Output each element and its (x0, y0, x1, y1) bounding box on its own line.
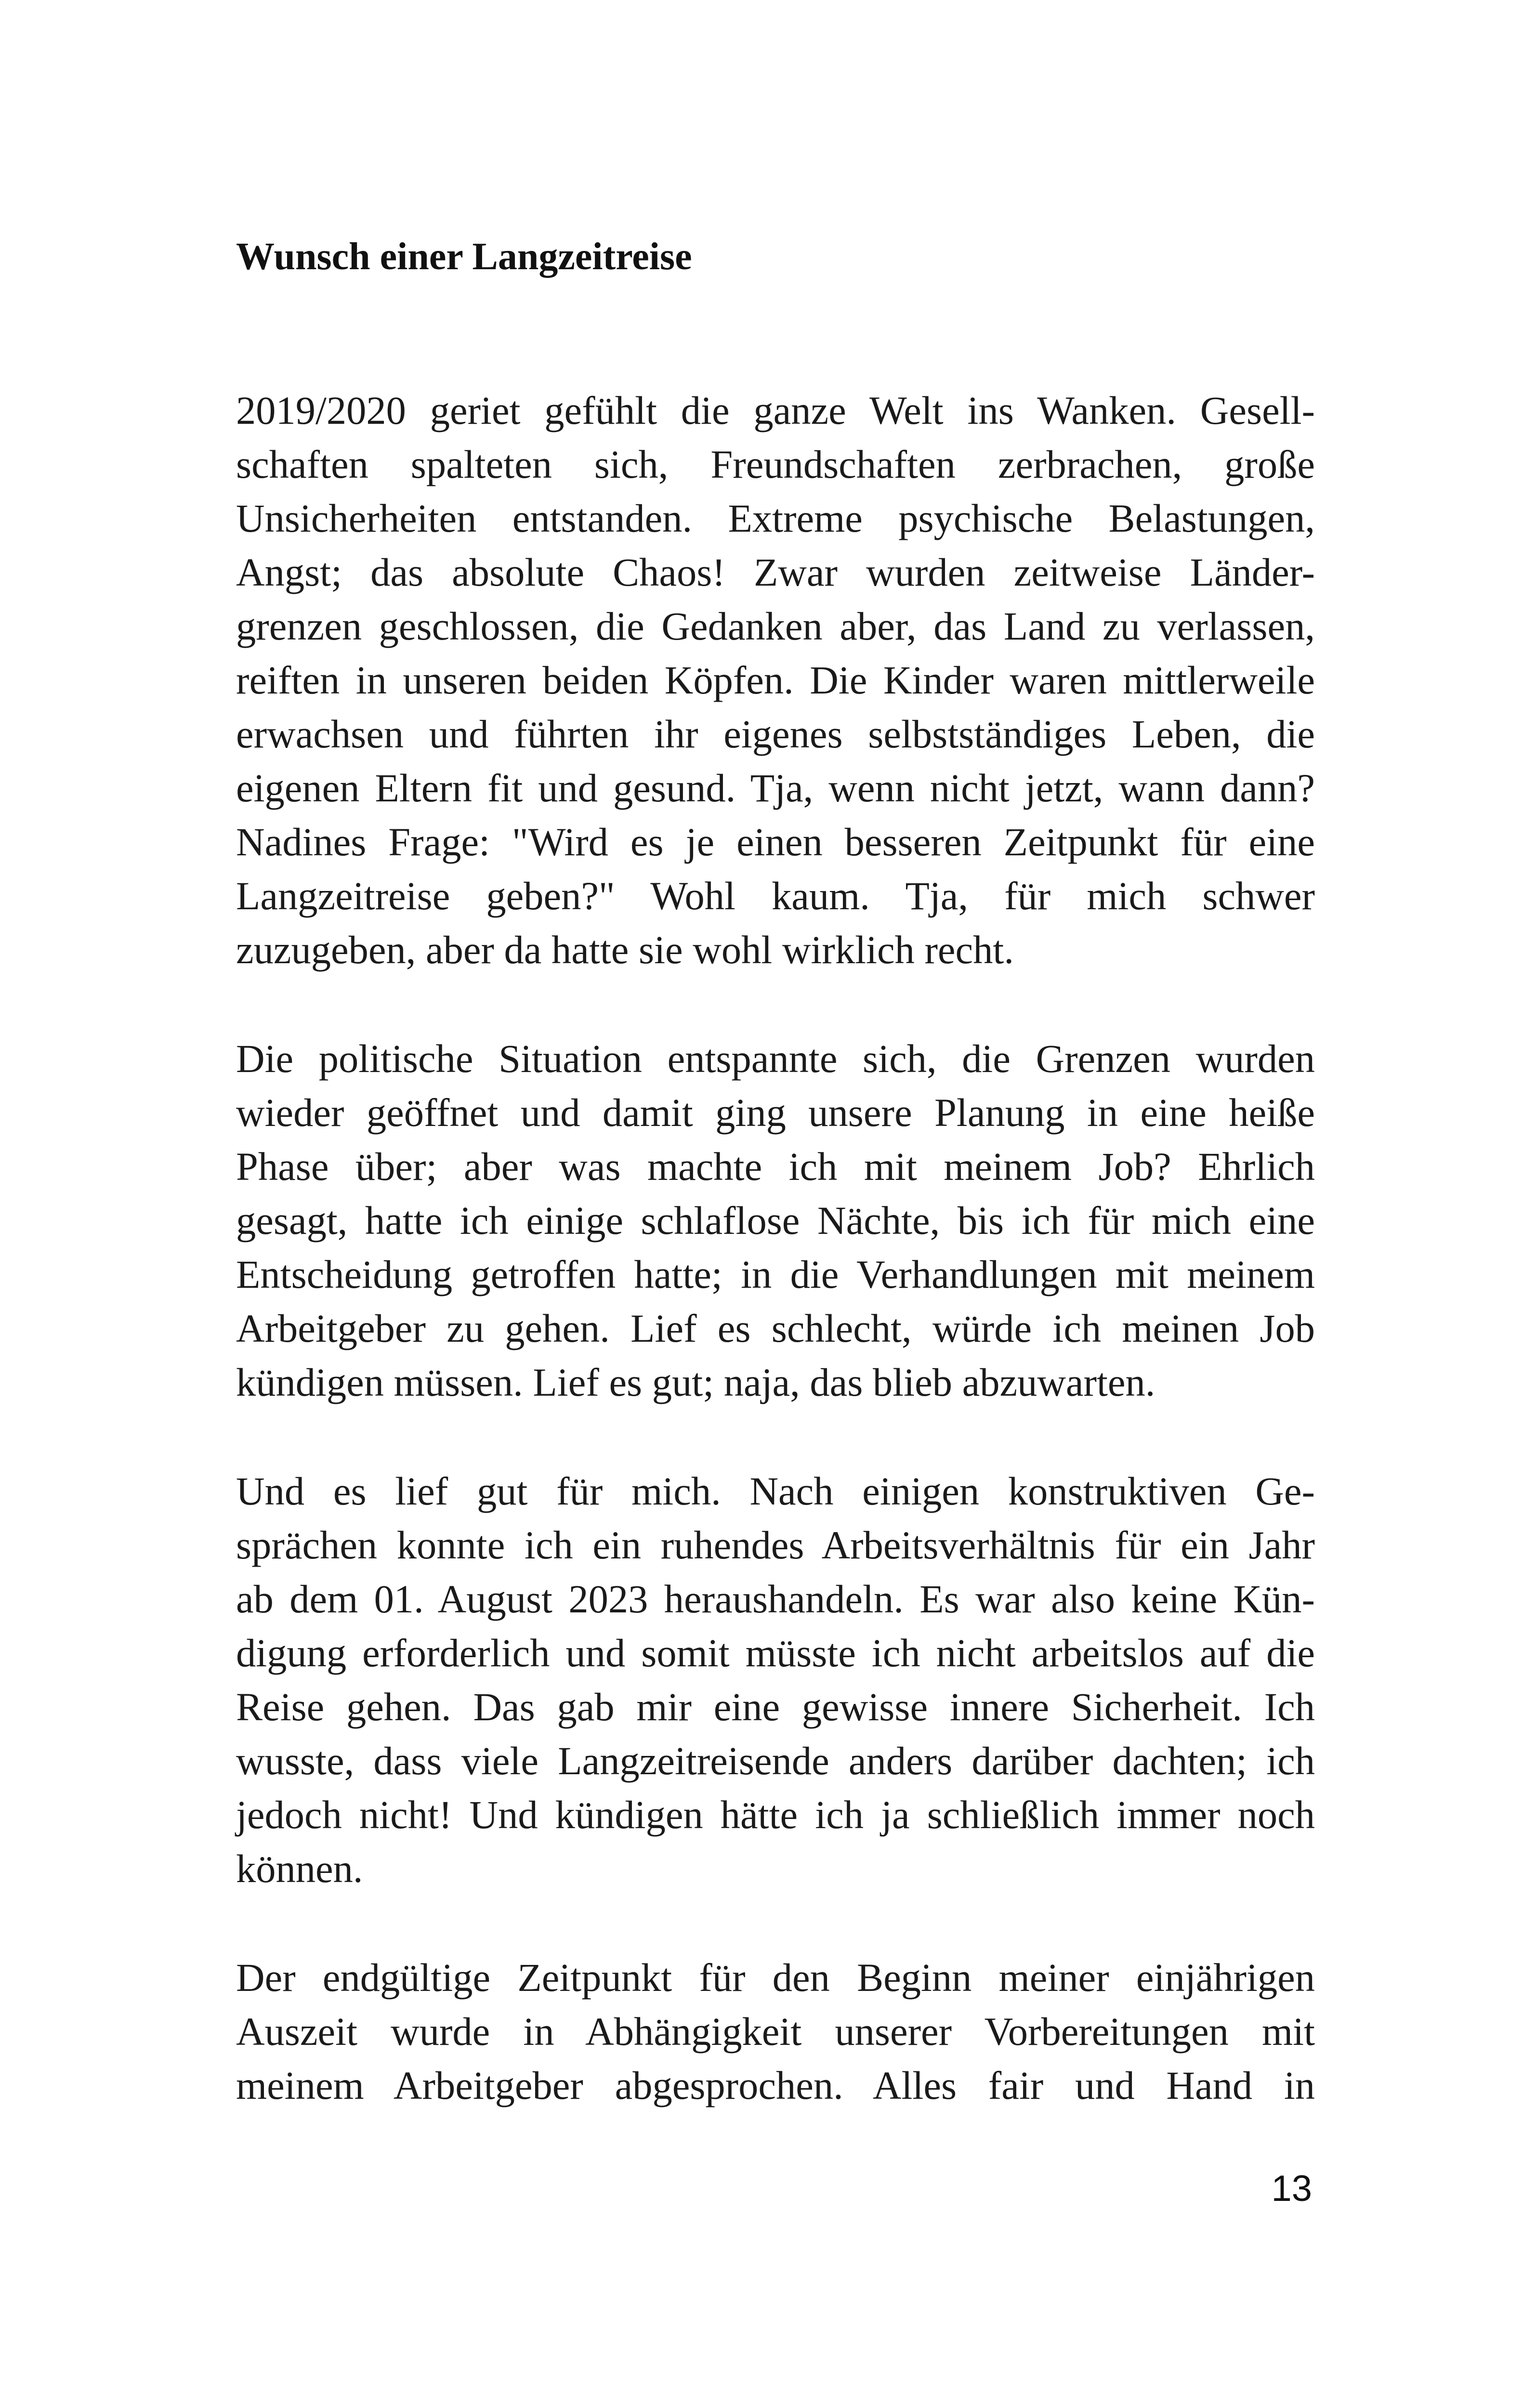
text-line: Reise gehen. Das gab mir eine gewisse innere Sicherheit. Ich (236, 1685, 1315, 1729)
text-line: sprächen konnte ich ein ruhendes Arbeitsverhältnis für ein Jahr (236, 1523, 1315, 1567)
text-line: eigenen Eltern fit und gesund. Tja, wenn nicht jetzt, wann dann? (236, 766, 1315, 810)
text-line: Der endgültige Zeitpunkt für den Beginn meiner einjährigen (236, 1955, 1315, 2000)
text-line: können. (236, 1846, 363, 1891)
text-line: gesagt, hatte ich einige schlaflose Nächte, bis ich für mich eine (236, 1198, 1315, 1243)
text-line: reiften in unseren beiden Köpfen. Die Kinder waren mittlerweile (236, 658, 1315, 702)
text-line: kündigen müssen. Lief es gut; naja, das blieb abzuwarten. (236, 1360, 1155, 1404)
text-line: erwachsen und führten ihr eigenes selbstständiges Leben, die (236, 712, 1315, 756)
text-line: Und es lief gut für mich. Nach einigen konstruktiven Ge- (236, 1469, 1315, 1513)
text-line: Auszeit wurde in Abhängigkeit unserer Vorbereitungen mit (236, 2009, 1315, 2054)
text-line: Die politische Situation entspannte sich, die Grenzen wurden (236, 1036, 1315, 1081)
paragraph (236, 1464, 1315, 1896)
paragraph (236, 1032, 1315, 1409)
text-line: wieder geöffnet und damit ging unsere Planung in eine heiße (236, 1090, 1315, 1135)
text-line: Arbeitgeber zu gehen. Lief es schlecht, würde ich meinen Job (236, 1306, 1315, 1350)
chapter-heading: Wunsch einer Langzeitreise (236, 236, 692, 278)
text-line: 2019/2020 geriet gefühlt die ganze Welt ins Wanken. Gesell- (236, 388, 1315, 432)
body-text (236, 383, 1315, 2167)
text-line: digung erforderlich und somit müsste ich nicht arbeitslos auf die (236, 1631, 1315, 1675)
text-line: meinem Arbeitgeber abgesprochen. Alles fair und Hand in (236, 2063, 1315, 2107)
paragraph (236, 1950, 1315, 2112)
text-line: wusste, dass viele Langzeitreisende anders darüber dachten; ich (236, 1739, 1315, 1783)
text-line: Nadines Frage: "Wird es je einen besseren Zeitpunkt für eine (236, 820, 1315, 864)
text-line: Phase über; aber was machte ich mit meinem Job? Ehrlich (236, 1144, 1315, 1189)
text-line: jedoch nicht! Und kündigen hätte ich ja schließlich immer noch (236, 1793, 1315, 1837)
page-number: 13 (1271, 2168, 1312, 2209)
text-line: grenzen geschlossen, die Gedanken aber, das Land zu verlassen, (236, 604, 1315, 648)
text-line: Angst; das absolute Chaos! Zwar wurden zeitweise Länder- (236, 550, 1315, 594)
text-line: Unsicherheiten entstanden. Extreme psychische Belastungen, (236, 496, 1315, 540)
paragraph (236, 383, 1315, 977)
text-line: Langzeitreise geben?" Wohl kaum. Tja, für mich schwer (236, 874, 1315, 918)
text-line: Entscheidung getroffen hatte; in die Verhandlungen mit meinem (236, 1252, 1315, 1296)
text-line: zuzugeben, aber da hatte sie wohl wirklich recht. (236, 928, 1014, 972)
text-line: schaften spalteten sich, Freundschaften zerbrachen, große (236, 442, 1315, 486)
text-line: ab dem 01. August 2023 heraushandeln. Es war also keine Kün- (236, 1577, 1315, 1621)
